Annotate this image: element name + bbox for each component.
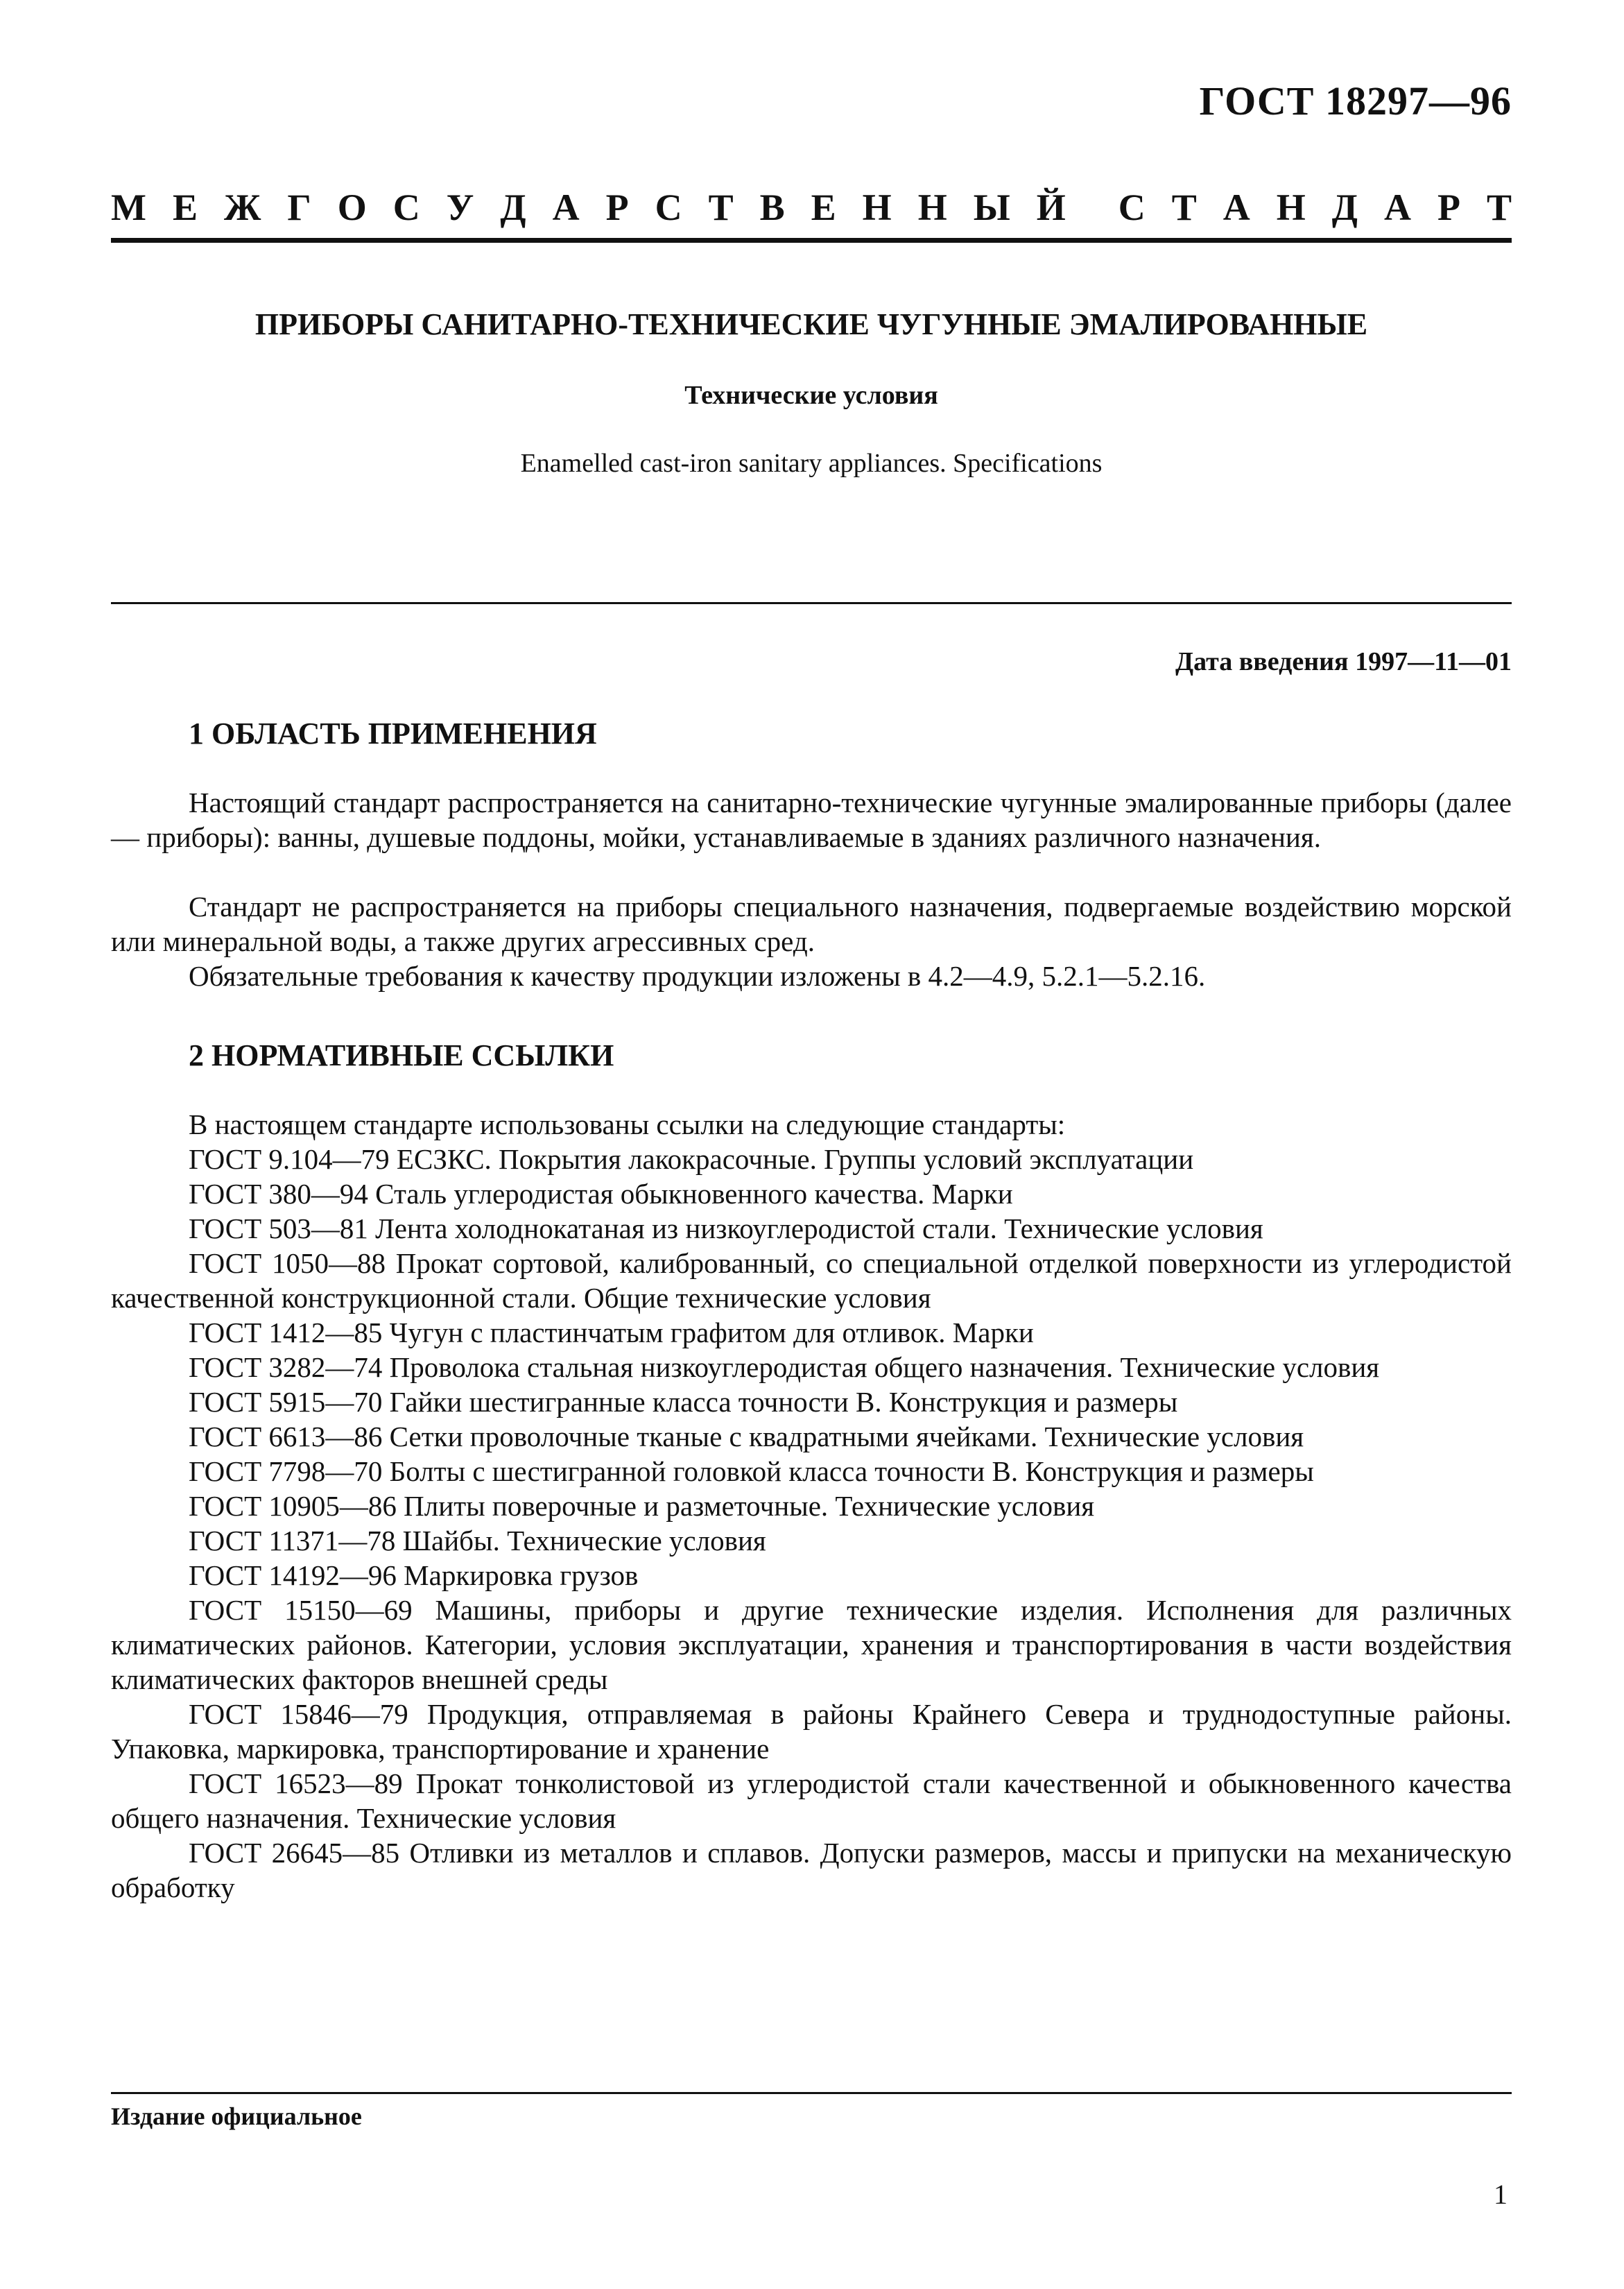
interstate-letter: У bbox=[446, 187, 474, 228]
interstate-letter: С bbox=[392, 187, 420, 228]
reference-item: ГОСТ 7798—70 Болты с шестигранной головкой класса точности В. Конструкция и размеры bbox=[189, 1455, 1314, 1487]
reference-item: ГОСТ 380—94 Сталь углеродистая обыкновенного качества. Марки bbox=[189, 1178, 1013, 1210]
gost-number: ГОСТ 18297—96 bbox=[1199, 78, 1512, 123]
reference-item: ГОСТ 5915—70 Гайки шестигранные класса точности В. Конструкция и размеры bbox=[189, 1386, 1178, 1418]
interstate-standard-heading bbox=[111, 186, 1512, 229]
normative-references-list bbox=[111, 1107, 1512, 1905]
interstate-letter: О bbox=[337, 187, 367, 228]
interstate-letter: А bbox=[1383, 187, 1411, 228]
interstate-letter: Р bbox=[605, 187, 629, 228]
interstate-letter: Т bbox=[708, 187, 734, 228]
interstate-letter: Й bbox=[1036, 187, 1066, 228]
interstate-letter: Р bbox=[1437, 187, 1460, 228]
document-subtitle: Технические условия bbox=[684, 381, 938, 410]
reference-item: ГОСТ 16523—89 Прокат тонколистовой из углеродистой стали качественной и обыкновенного качества общего назначения. Технические условия bbox=[111, 1767, 1512, 1834]
reference-item: ГОСТ 15846—79 Продукция, отправляемая в районы Крайнего Севера и труднодоступные районы. Упаковка, маркировка, транспортирование и хранение bbox=[111, 1698, 1512, 1765]
reference-item: ГОСТ 6613—86 Сетки проволочные тканые с квадратными ячейками. Технические условия bbox=[189, 1421, 1304, 1452]
document-title: ПРИБОРЫ САНИТАРНО-ТЕХНИЧЕСКИЕ ЧУГУННЫЕ ЭМАЛИРОВАННЫЕ bbox=[254, 307, 1368, 341]
official-edition-label: Издание официальное bbox=[111, 2102, 362, 2130]
header-rule bbox=[111, 238, 1512, 243]
interstate-letter: Д bbox=[1331, 187, 1358, 228]
section-1-heading: 1 ОБЛАСТЬ ПРИМЕНЕНИЯ bbox=[189, 717, 597, 751]
interstate-letter: В bbox=[759, 187, 785, 228]
interstate-letter: Н bbox=[1276, 187, 1306, 228]
interstate-letter: С bbox=[655, 187, 682, 228]
english-title: Enamelled cast-iron sanitary appliances. Specifications bbox=[520, 449, 1103, 478]
interstate-letter: А bbox=[1223, 187, 1250, 228]
introduction-date: Дата введения 1997—11—01 bbox=[1175, 647, 1512, 676]
section-1-paragraph: Стандарт не распространяется на приборы специального назначения, подвергаемые воздействию морской или минеральной воды, а также других агрессивных сред. bbox=[111, 891, 1512, 957]
reference-item: ГОСТ 11371—78 Шайбы. Технические условия bbox=[189, 1525, 766, 1557]
interstate-letter: Ы bbox=[973, 187, 1010, 228]
reference-item: ГОСТ 14192—96 Маркировка грузов bbox=[189, 1559, 639, 1591]
interstate-letter: Г bbox=[287, 187, 311, 228]
interstate-letter: Д bbox=[500, 187, 526, 228]
interstate-letter: Ж bbox=[224, 187, 261, 228]
reference-item: ГОСТ 3282—74 Проволока стальная низкоуглеродистая общего назначения. Технические условия bbox=[189, 1351, 1380, 1383]
interstate-letter: Е bbox=[172, 187, 198, 228]
reference-item: ГОСТ 1050—88 Прокат сортовой, калиброванный, со специальной отделкой поверхности из углеродистой качественной конструкционной стали. Общие технические условия bbox=[111, 1247, 1512, 1314]
interstate-letter: А bbox=[552, 187, 580, 228]
interstate-letter: М bbox=[111, 187, 146, 228]
section-1-paragraph: Настоящий стандарт распространяется на санитарно-технические чугунные эмалированные приборы (далее — приборы): ванны, душевые поддоны, мойки, устанавливаемые в зданиях различного назначения. bbox=[111, 787, 1512, 853]
section-1-paragraph: Обязательные требования к качеству продукции изложены в 4.2—4.9, 5.2.1—5.2.16. bbox=[189, 960, 1206, 992]
interstate-letter: Н bbox=[862, 187, 892, 228]
interstate-letter: Т bbox=[1171, 187, 1197, 228]
interstate-letter: Н bbox=[917, 187, 947, 228]
page-number: 1 bbox=[1494, 2179, 1508, 2210]
reference-item: ГОСТ 10905—86 Плиты поверочные и разметочные. Технические условия bbox=[189, 1490, 1095, 1522]
reference-item: ГОСТ 503—81 Лента холоднокатаная из низкоуглеродистой стали. Технические условия bbox=[189, 1212, 1263, 1244]
reference-item: ГОСТ 26645—85 Отливки из металлов и сплавов. Допуски размеров, массы и припуски на механическую обработку bbox=[111, 1837, 1512, 1903]
interstate-letter: Е bbox=[811, 187, 836, 228]
reference-item: ГОСТ 15150—69 Машины, приборы и другие технические изделия. Исполнения для различных климатических районов. Категории, условия эксплуатации, хранения и транспортирования в части воздействия климатических факторов внешней среды bbox=[111, 1594, 1512, 1695]
footer-rule bbox=[111, 2092, 1512, 2094]
section-2-heading: 2 НОРМАТИВНЫЕ ССЫЛКИ bbox=[189, 1038, 614, 1072]
reference-item: ГОСТ 9.104—79 ЕСЗКС. Покрытия лакокрасочные. Группы условий эксплуатации bbox=[189, 1143, 1194, 1175]
interstate-letter: Т bbox=[1486, 187, 1512, 228]
interstate-letter: С bbox=[1118, 187, 1146, 228]
title-rule bbox=[111, 602, 1512, 604]
reference-item: ГОСТ 1412—85 Чугун с пластинчатым графитом для отливок. Марки bbox=[189, 1317, 1034, 1348]
references-intro: В настоящем стандарте использованы ссылки на следующие стандарты: bbox=[189, 1108, 1066, 1140]
